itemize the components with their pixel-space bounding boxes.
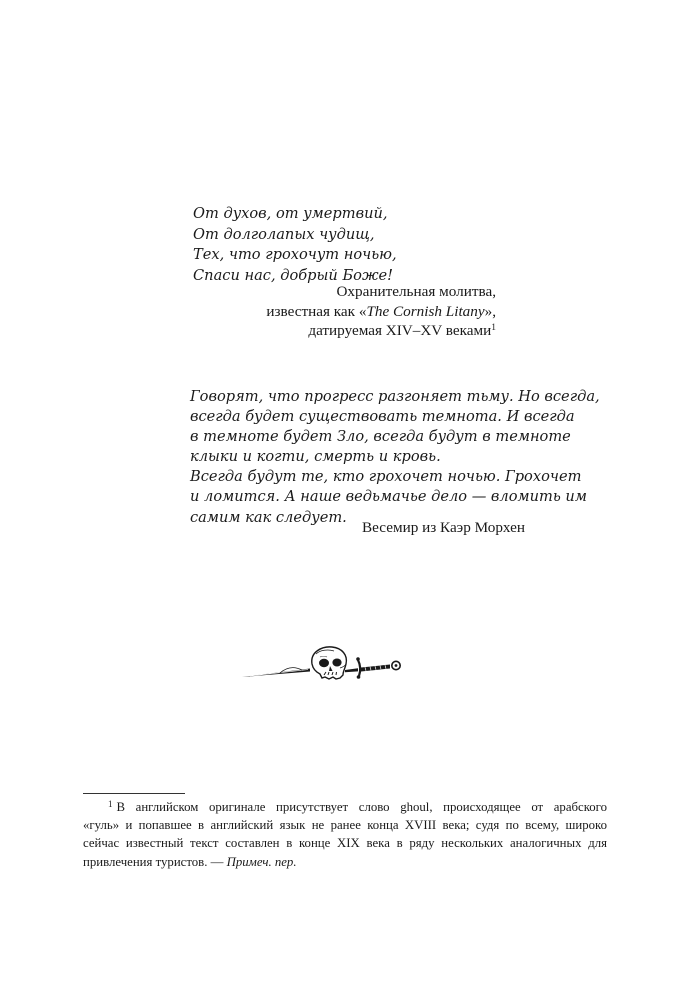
verse-line: От долголапых чудищ, xyxy=(193,225,375,243)
attribution-line: Охранительная молитва, xyxy=(336,283,496,300)
prose-line: и ломится. А наше ведьмачье дело — вломить им xyxy=(190,488,587,506)
attribution-line xyxy=(190,302,496,322)
prose-line: самим как следует. xyxy=(190,508,347,526)
footnote-text: В английском оригинале присутствует слово ghoul, происходящее от арабского xyxy=(116,800,607,814)
footnote-line xyxy=(83,853,607,871)
verse-line: Спаси нас, добрый Боже! xyxy=(193,266,394,284)
epigraph-verse xyxy=(193,204,513,286)
prose-line: в темноте будет Зло, всегда будут в темноте xyxy=(190,428,571,446)
translator-note: Примеч. пер. xyxy=(226,854,297,869)
verse-line: От духов, от умертвий, xyxy=(193,205,388,222)
skull-on-sword-ornament-icon xyxy=(240,640,410,690)
prose-line: Говорят, что прогресс разгоняет тьму. Но всегда, xyxy=(190,388,600,405)
prose-attribution: Весемир из Каэр Морхен xyxy=(362,519,525,536)
prose-line: всегда будет существовать темнота. И всегда xyxy=(190,408,575,426)
footnote xyxy=(83,798,607,871)
footnote-line: сейчас известный текст составлен в конце XIX века в ряду нескольких аналогичных для xyxy=(83,836,607,851)
footnote-reference[interactable]: 1 xyxy=(491,323,496,334)
attribution-text: », xyxy=(484,302,496,320)
attribution-text: известная как « xyxy=(266,302,367,320)
litany-title: The Cornish Litany xyxy=(366,302,485,320)
footnote-line xyxy=(83,798,607,816)
verse-line: Тех, что грохочут ночью, xyxy=(193,246,397,264)
verse-attribution xyxy=(190,282,496,341)
footnote-divider xyxy=(83,793,185,794)
attribution-text: датируемая XIV–XV веками xyxy=(308,322,492,340)
prose-line: Всегда будут те, кто грохочет ночью. Грохочет xyxy=(190,468,582,486)
footnote-text: привлечения туристов. — xyxy=(83,854,227,869)
epigraph-prose xyxy=(190,387,600,528)
footnote-line: «гуль» и попавшее в английский язык не ранее конца XVIII века; судя по всему, широко xyxy=(83,818,607,833)
prose-line: клыки и когти, смерть и кровь. xyxy=(190,448,441,466)
footnote-number: 1 xyxy=(108,799,113,809)
attribution-line xyxy=(190,321,496,341)
